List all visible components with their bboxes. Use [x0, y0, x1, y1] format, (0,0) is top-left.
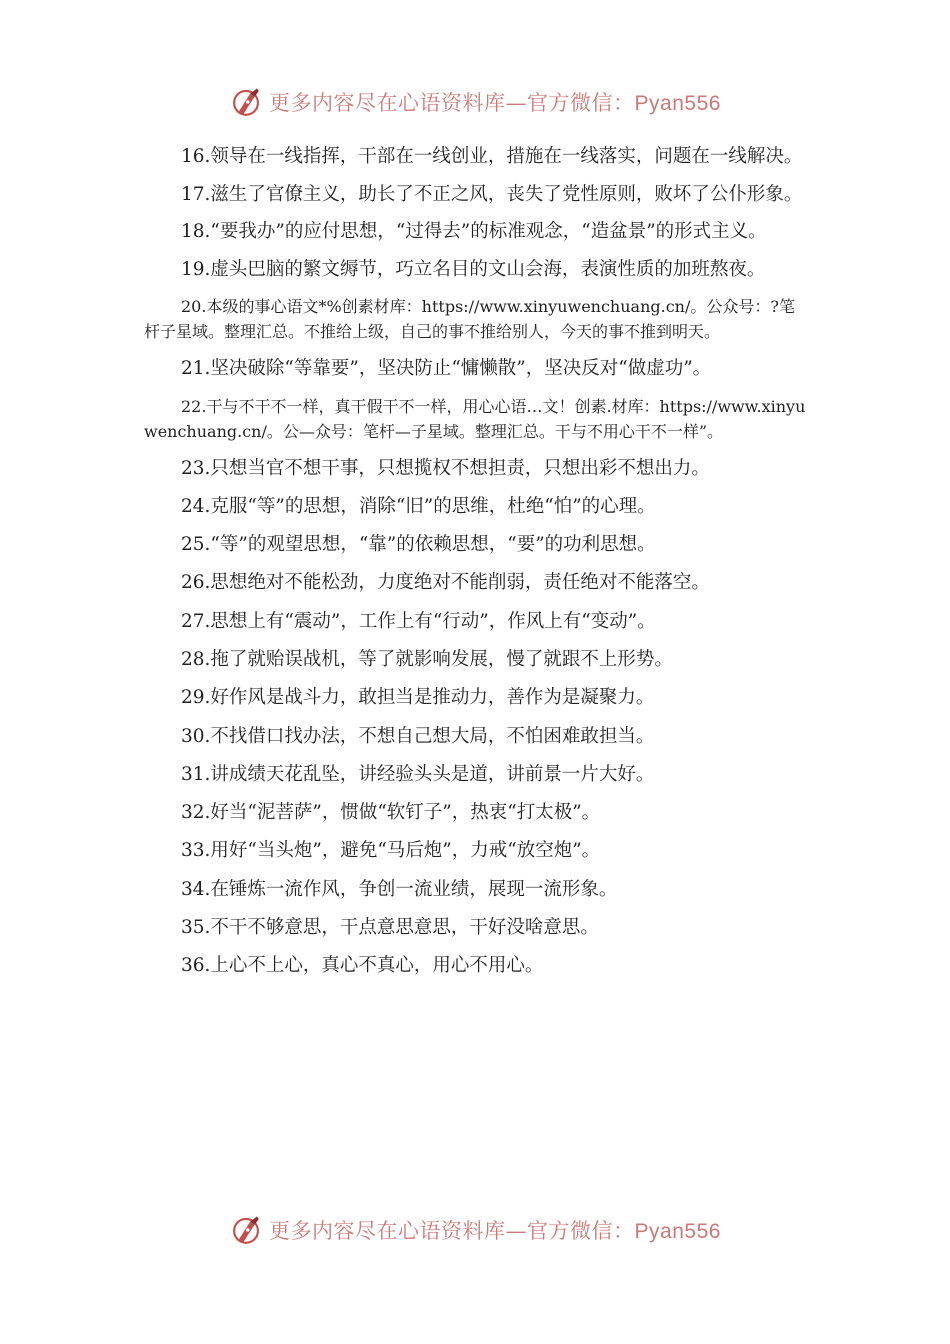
list-item: 23.只想当官不想干事，只想揽权不想担责，只想出彩不想出力。 [181, 457, 710, 479]
list-item: 25.“等”的观望思想，“靠”的依赖思想，“要”的功利思想。 [181, 534, 656, 556]
header-banner-text: 更多内容尽在心语资料库—官方微信：Pyan556 [269, 91, 721, 115]
list-item: 19.虚头巴脑的繁文缛节，巧立名目的文山会海，表演性质的加班熬夜。 [181, 258, 766, 280]
document-body [144, 144, 806, 992]
list-item: 33.用好“当头炮”，避免“马后炮”，力戒“放空炮”。 [181, 840, 601, 862]
list-item: 17.滋生了官僚主义，助长了不正之风，丧失了党性原则，败坏了公仆形象。 [181, 183, 803, 205]
list-item: 34.在锤炼一流作风，争创一流业绩，展现一流形象。 [181, 878, 618, 900]
list-item: 31.讲成绩天花乱坠，讲经验头头是道，讲前景一片大好。 [181, 763, 655, 785]
list-item: 26.思想绝对不能松劲，力度绝对不能削弱，责任绝对不能落空。 [181, 572, 710, 594]
list-item: 35.不干不够意思，干点意思意思，干好没啥意思。 [181, 917, 599, 939]
list-item: 27.思想上有“震动”，工作上有“行动”，作风上有“变动”。 [181, 610, 656, 632]
list-item: 24.克服“等”的思想，消除“旧”的思维，杜绝“怕”的心理。 [181, 495, 656, 517]
footer-wechat-id: Pyan556 [634, 1220, 721, 1243]
list-item: 28.拖了就贻误战机，等了就影响发展，慢了就跟不上形势。 [181, 648, 673, 670]
list-item: 36.上心不上心，真心不真心，用心不用心。 [181, 955, 544, 977]
header-wechat-id: Pyan556 [634, 92, 721, 115]
footer-banner [0, 1210, 950, 1250]
list-item: 30.不找借口找办法，不想自己想大局，不怕困难敢担当。 [181, 725, 655, 747]
list-item: 32.好当“泥菩萨”，惯做“软钉子”，热衷“打太极”。 [181, 802, 601, 824]
list-item: 20.本级的事心语文*%创素材库：https://www.xinyuwenchuang.cn/。公众号：?笔杆子星域。整理汇总。不推给上级，自己的事不推给别人，今天的事不推到明天。 [144, 297, 795, 341]
header-banner [0, 82, 950, 122]
pen-nib-logo-icon [229, 85, 263, 119]
list-item: 18.“要我办”的应付思想，“过得去”的标准观念，“造盆景”的形式主义。 [181, 221, 767, 242]
list-item: 16.领导在一线指挥，干部在一线创业，措施在一线落实，问题在一线解决。 [181, 146, 803, 167]
pen-nib-logo-icon [229, 1213, 263, 1247]
footer-banner-text: 更多内容尽在心语资料库—官方微信：Pyan556 [269, 1219, 721, 1243]
list-item: 21.坚决破除“等靠要”，坚决防止“慵懒散”，坚决反对“做虚功”。 [181, 358, 712, 379]
list-item: 29.好作风是战斗力，敢担当是推动力，善作为是凝聚力。 [181, 687, 655, 709]
list-item: 22.干与不干不一样，真干假干不一样，用心心语…文！创素.材库：https://www.xinyuwenchuang.cn/。公—众号：笔杆—子星域。整理汇总。干与不用心干不一样”。 [144, 396, 806, 441]
